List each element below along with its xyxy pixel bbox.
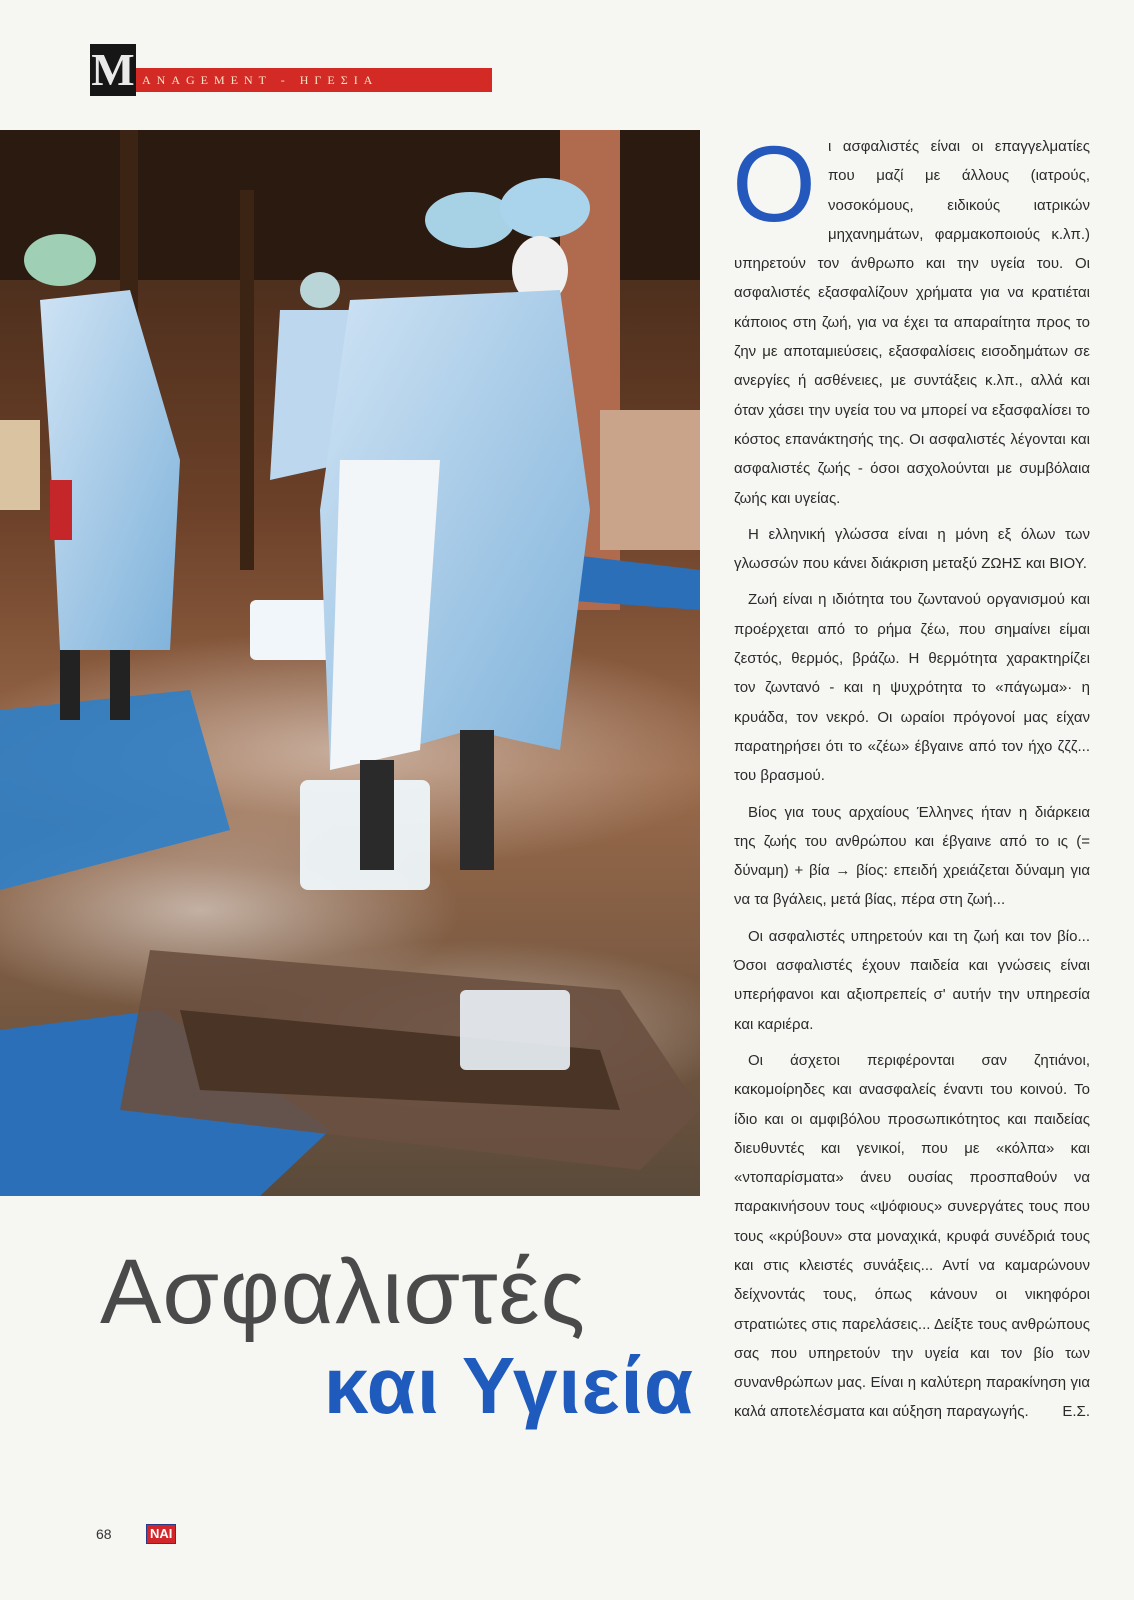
article-paragraph: Οι ασφαλιστές υπηρετούν και τη ζωή και τον βίο... Όσοι ασφαλιστές έχουν παιδεία και γνώσεις είναι υπερήφανοι και αξιοπρεπείς σ' αυτήν την υπηρεσία και καριέρα. bbox=[734, 927, 1090, 1033]
section-title: ANAGEMENT - ΗΓΕΣΙΑ bbox=[136, 68, 492, 92]
article-paragraph: Οι άσχετοι περιφέρονται σαν ζητιάνοι, κακομοίρηδες και ανασφαλείς έναντι του κοινού. Το ίδιο και οι αμφιβόλου προσωπικότητος και παιδείας διευθυντές και γενικοί, που με «κόλπα» και «ντοπαρίσματα» άνευ ουσίας προσπαθούν να παρακινήσουν τους «ψόφιους» συνεργάτες τους που τους «κρύβουν» στα μοναχικά, κρυφά συνέδριά τους και στις κλειστές συνάξεις... Αντί να καμαρώνουν δείχνοντάς τους, όπως κάνουν οι νικηφόροι στρατιώτες στις παρελάσεις... Δείξτε τους ανθρώπους σας που υπηρετούν την υγεία και τον βίο των συνανθρώπων μας. Είναι η καλύτερη παρακίνηση για καλά αποτελέσματα και αύξηση παραγωγής. Ε.Σ. bbox=[734, 1046, 1090, 1427]
article-paragraph: Βίος για τους αρχαίους Έλληνες ήταν η διάρκεια της ζωής του ανθρώπου και έβγαινε από το ις (= δύναμη) + βία → βίος: επειδή χρειάζεται δύναμη για να τα βγάλεις, μετά βίας, πέρα στη ζωή... bbox=[734, 803, 1090, 909]
page-number: 68 bbox=[96, 1526, 112, 1542]
section-initial: M bbox=[91, 44, 135, 95]
author-signature: Ε.Σ. bbox=[1062, 1403, 1090, 1421]
section-header bbox=[90, 44, 500, 96]
article-paragraph: Οι ασφαλιστές είναι οι επαγγελματίες που μαζί με άλλους (ιατρούς, νοσοκόμους, ειδικούς ιατρικών μηχανημάτων, φαρμακοποιούς κ.λπ.) υπηρετούν τον άνθρωπο και την υγεία του. Οι ασφαλιστές εξασφαλίζουν χρήματα για να κρατιέται κάποιος στη ζωή, για να έχει τα απαραίτητα προς το ζην με αποταμιεύσεις, εξασφαλίσεις εισοδημάτων σε ανεργίες ή ασθένειες, με συντάξεις κ.λπ., αλλά και όταν χάσει την υγεία του να μπορεί να εξασφαλίσει το κόστος επανάκτησής της. Οι ασφαλιστές λέγονται και ασφαλιστές ζωής - όσοι ασχολούνται με συμβόλαια ζωής και υγείας. bbox=[732, 123, 1090, 507]
article-paragraph: Ζωή είναι η ιδιότητα του ζωντανού οργανισμού και προέρχεται από το ρήμα ζέω, που σημαίνει είμαι ζεστός, θερμός, βράζω. Η θερμότητα χαρακτηρίζει τον ζωντανό - και η ψυχρότητα το «πάγωμα»· η κρυάδα, τον νεκρό. Οι ωραίοι πρόγονοί μας είχαν παρατηρήσει ότι το «ζέω» έβγαινε από τον ήχο ζζζ... του βρασμού. bbox=[734, 591, 1090, 785]
article-title-line-2: και Υγιεία bbox=[323, 1341, 694, 1430]
article-photo bbox=[0, 130, 700, 1196]
article-body bbox=[732, 123, 1090, 1434]
article-paragraph: Η ελληνική γλώσσα είναι η μόνη εξ όλων των γλωσσών που κάνει διάκριση μεταξύ ΖΩΗΣ και ΒΙΟΥ. bbox=[734, 525, 1090, 573]
drop-cap: Ο bbox=[732, 123, 817, 244]
magazine-logo: ΝΑΙ bbox=[146, 1524, 176, 1544]
article-title-line-1: Ασφαλιστές bbox=[100, 1241, 586, 1343]
